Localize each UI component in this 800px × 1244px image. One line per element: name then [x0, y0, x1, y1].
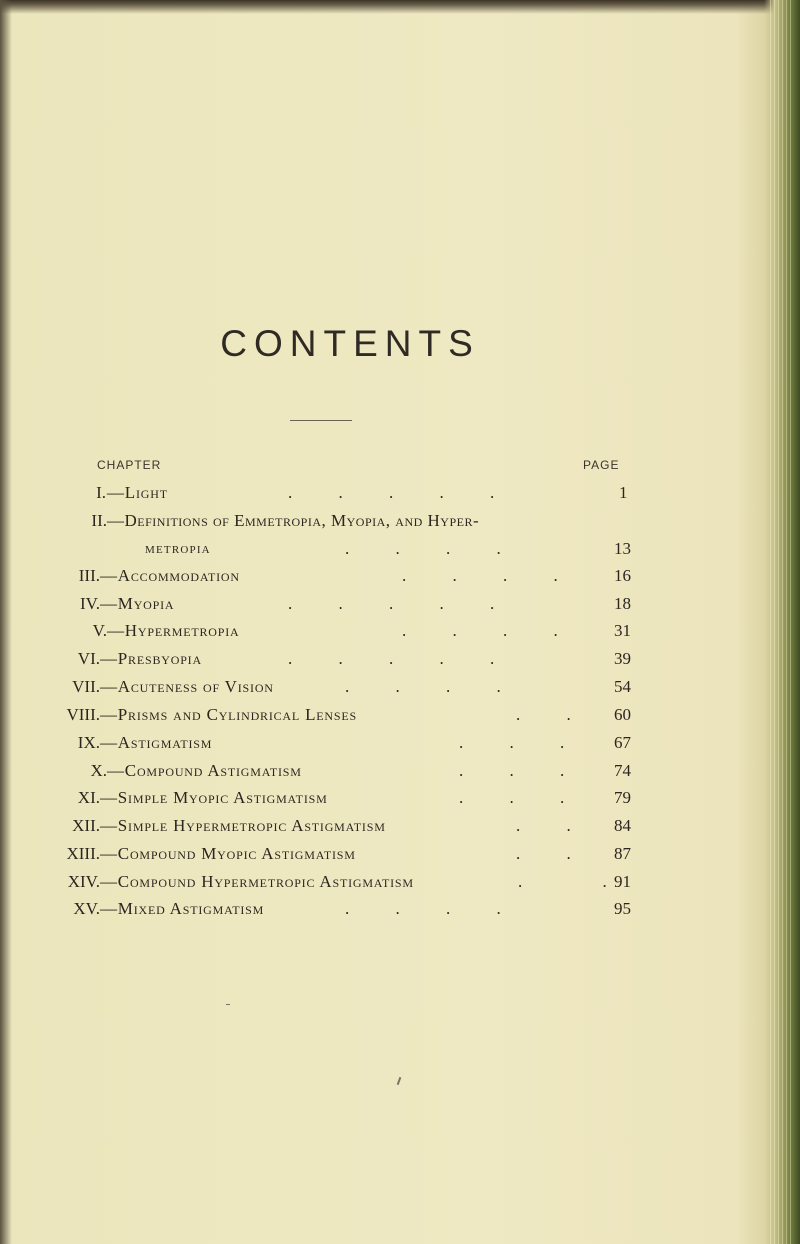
- chapter-number: VII.: [72, 677, 100, 696]
- toc-entry: [0, 566, 700, 590]
- page-number: 79: [614, 788, 631, 807]
- chapter-title: —Myopia: [100, 594, 175, 613]
- page-number: 13: [614, 539, 631, 558]
- chapter-title: —Compound Myopic Astigmatism: [100, 844, 356, 863]
- chapter-title: —Prisms and Cylindrical Lenses: [100, 705, 357, 724]
- chapter-number: XII.: [72, 816, 100, 835]
- page-top-shadow: [0, 0, 800, 14]
- chapter-title: —Compound Astigmatism: [107, 761, 302, 780]
- toc-entry-continuation: [0, 539, 700, 563]
- chapter-number: IV.: [80, 594, 100, 613]
- toc-entry: [0, 594, 700, 618]
- chapter-title: —Accommodation: [100, 566, 240, 585]
- toc-entry: [0, 761, 700, 785]
- chapter-number: IX.: [77, 733, 100, 752]
- toc-entry: [0, 788, 700, 812]
- page-number: 67: [614, 733, 631, 752]
- page-stack-lines: [770, 0, 792, 1244]
- leader-dots: . . . . .: [288, 483, 495, 502]
- stray-ink-mark: [397, 1077, 402, 1085]
- toc-entry: [0, 483, 700, 507]
- chapter-number: XI.: [77, 788, 100, 807]
- leader-dots: . .: [516, 816, 571, 835]
- chapter-title: —Presbyopia: [100, 649, 202, 668]
- chapter-number: XIV.: [67, 872, 100, 891]
- page-number: 91: [614, 872, 631, 891]
- chapter-title-continuation: metropia: [145, 541, 211, 557]
- leader-dots: . . . . .: [288, 649, 495, 668]
- chapter-title: —Mixed Astigmatism: [100, 899, 265, 918]
- leader-dots: . . . .: [402, 566, 558, 585]
- chapter-column-header: CHAPTER: [97, 458, 162, 472]
- chapter-number: XIII.: [66, 844, 100, 863]
- leader-dots: . . . .: [402, 621, 558, 640]
- toc-entry: [0, 705, 700, 729]
- page-column-header: PAGE: [583, 458, 620, 472]
- leader-dots: . . .: [459, 761, 565, 780]
- chapter-title: —Hypermetropia: [107, 621, 240, 640]
- toc-entry: [0, 844, 700, 868]
- page-number: 74: [614, 761, 631, 780]
- chapter-number: VIII.: [66, 705, 100, 724]
- chapter-number: V.: [92, 621, 107, 640]
- page-title: CONTENTS: [220, 323, 480, 364]
- page-number: 18: [614, 594, 631, 613]
- toc-entry: [0, 733, 700, 757]
- chapter-number: XV.: [73, 899, 100, 918]
- chapter-number: VI.: [77, 649, 100, 668]
- toc-entry: [0, 649, 700, 673]
- page-number: 84: [614, 816, 631, 835]
- leader-dots: . . . .: [345, 899, 501, 918]
- page-number: 87: [614, 844, 631, 863]
- toc-entry: [0, 816, 700, 840]
- chapter-title: —Simple Hypermetropic Astigmatism: [100, 816, 386, 835]
- leader-dots: . . .: [459, 733, 565, 752]
- page-number: 16: [614, 566, 631, 585]
- page-number: 95: [614, 899, 631, 918]
- page-number: 1: [619, 483, 628, 502]
- chapter-title: —Definitions of Emmetropia, Myopia, and Hyper-: [107, 511, 480, 530]
- leader-dots: . .: [516, 705, 571, 724]
- toc-entry: [0, 677, 700, 701]
- toc-entry: [0, 899, 700, 923]
- chapter-title: —Acuteness of Vision: [100, 677, 274, 696]
- page-number: 54: [614, 677, 631, 696]
- chapter-title: —Simple Myopic Astigmatism: [100, 788, 328, 807]
- leader-dots: . .: [516, 844, 571, 863]
- page-number: 39: [614, 649, 631, 668]
- chapter-title: —Compound Hypermetropic Astigmatism: [100, 872, 414, 891]
- leader-dots: . . . .: [345, 677, 501, 696]
- leader-dots: . . . .: [345, 539, 501, 558]
- toc-entry: [0, 872, 700, 896]
- leader-dots: . . . . .: [288, 594, 495, 613]
- chapter-title: —Astigmatism: [100, 733, 213, 752]
- leader-dots: . . .: [459, 788, 565, 807]
- chapter-number: II.: [91, 511, 107, 530]
- chapter-title: —Light: [107, 483, 168, 502]
- chapter-number: III.: [78, 566, 100, 585]
- chapter-number: I.: [96, 483, 106, 502]
- chapter-number: X.: [90, 761, 107, 780]
- title-rule: [290, 420, 352, 421]
- page-number: 31: [614, 621, 631, 640]
- leader-dots: . .: [518, 872, 607, 891]
- stray-ink-mark: [226, 1004, 230, 1005]
- toc-entry: [0, 511, 700, 535]
- toc-entry: [0, 621, 700, 645]
- page-number: 60: [614, 705, 631, 724]
